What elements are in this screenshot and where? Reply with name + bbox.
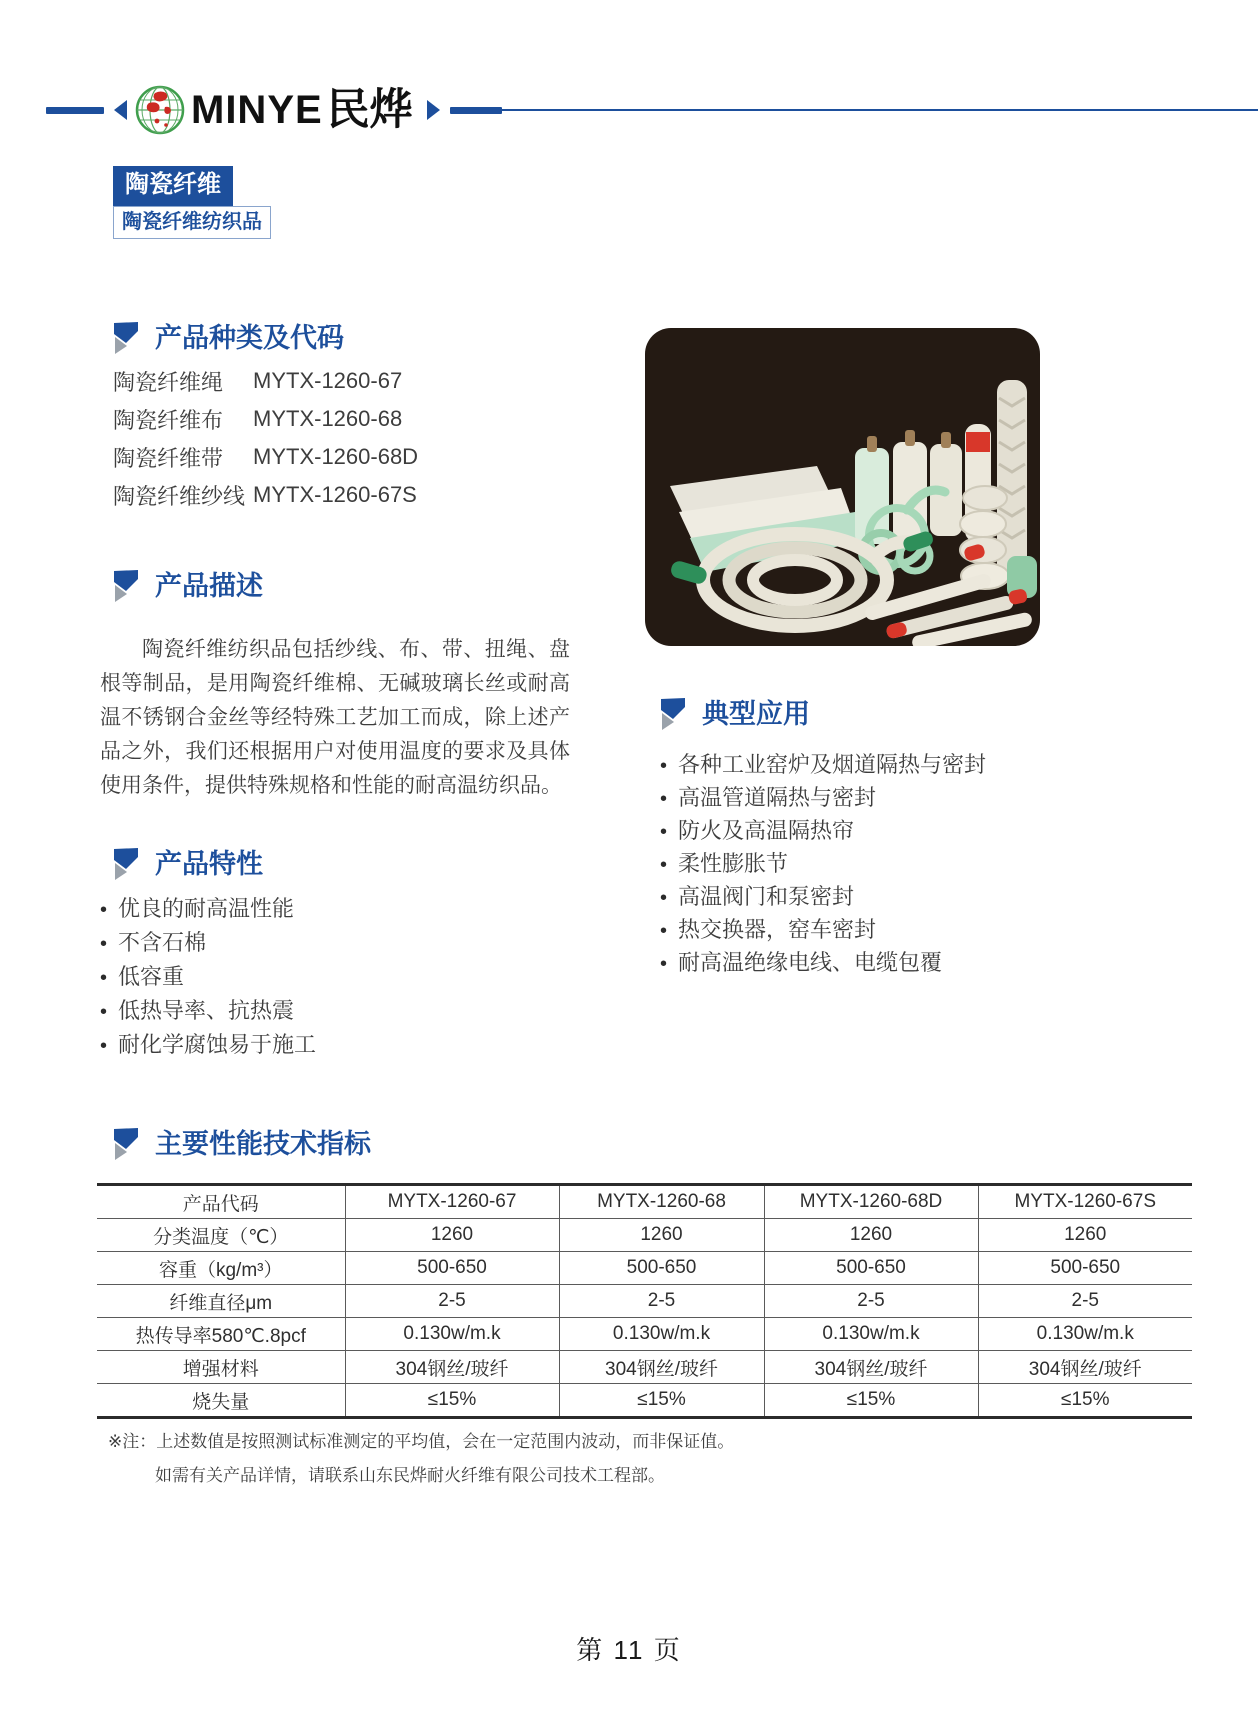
section-head-description [113,570,263,603]
brand-left-dash [46,107,104,114]
table-row [97,1384,1192,1418]
section-title-applications: 典型应用 [702,699,810,729]
table-cell: 500-650 [345,1252,559,1285]
table-header-cell: MYTX-1260-68D [764,1185,978,1219]
list-item [660,946,986,979]
section-flag-icon [113,1128,139,1161]
table-row [97,1252,1192,1285]
list-item [660,847,986,880]
table-header-cell: 产品代码 [97,1185,345,1219]
list-item [660,748,986,781]
brand-name-cjk: 民烨 [326,86,413,134]
table-cell: 0.130w/m.k [345,1318,559,1351]
table-cell: 增强材料 [97,1351,345,1384]
table-cell: 2-5 [559,1285,764,1318]
bullet-dot: • [660,887,668,909]
application-text: 防火及高温隔热帘 [678,818,855,843]
section-head-applications [660,698,810,731]
product-type-name: 陶瓷纤维带 [113,445,224,471]
table-cell: 500-650 [978,1252,1192,1285]
product-type-name: 陶瓷纤维绳 [113,369,224,395]
table-cell: 0.130w/m.k [978,1318,1192,1351]
table-cell: 1260 [559,1219,764,1252]
list-item [660,814,986,847]
header-rule-line [502,109,1258,111]
applications-list [660,748,986,979]
table-cell: 0.130w/m.k [559,1318,764,1351]
table-row [97,1219,1192,1252]
page-number: 第 11 页 [576,1635,682,1665]
feature-text: 低容重 [118,964,185,989]
specs-table [97,1183,1192,1419]
list-item [113,400,418,438]
table-cell: 304钢丝/玻纤 [559,1351,764,1384]
bullet-dot: • [660,854,668,876]
table-header-cell: MYTX-1260-67S [978,1185,1192,1219]
table-header-cell: MYTX-1260-67 [345,1185,559,1219]
features-list [100,892,316,1062]
feature-text: 低热导率、抗热震 [118,998,295,1023]
brand-name-latin: MINYE [191,88,323,132]
list-item [660,913,986,946]
section-title-features: 产品特性 [155,849,263,879]
table-cell: 0.130w/m.k [764,1318,978,1351]
application-text: 各种工业窑炉及烟道隔热与密封 [678,752,987,777]
section-head-features [113,848,263,881]
table-cell: ≤15% [559,1384,764,1418]
table-notes [108,1425,734,1493]
list-item [100,994,316,1028]
table-cell: 500-650 [764,1252,978,1285]
section-flag-icon [113,570,139,603]
list-item [113,438,418,476]
list-item [113,476,418,514]
product-type-code: MYTX-1260-67S [253,482,417,507]
list-item [100,1028,316,1062]
table-header-cell: MYTX-1260-68 [559,1185,764,1219]
list-item [113,362,418,400]
section-head-specs [113,1128,371,1161]
category-subtitle: 陶瓷纤维纺织品 [113,206,271,239]
bullet-dot: • [100,933,108,955]
bullet-dot: • [100,967,108,989]
table-cell: 2-5 [978,1285,1192,1318]
note-line: ※注：上述数值是按照测试标准测定的平均值，会在一定范围内波动，而非保证值。 [108,1432,735,1451]
application-text: 柔性膨胀节 [678,851,789,876]
section-title-description: 产品描述 [155,571,263,601]
table-cell: ≤15% [978,1384,1192,1418]
table-cell: 1260 [978,1219,1192,1252]
table-cell: 烧失量 [97,1384,345,1418]
application-text: 高温阀门和泵密封 [678,884,855,909]
bullet-dot: • [660,788,668,810]
product-type-code: MYTX-1260-67 [253,368,403,393]
globe-logo-icon [135,85,185,135]
list-item [100,926,316,960]
brand-right-dash [450,107,502,114]
table-cell: 304钢丝/玻纤 [345,1351,559,1384]
product-type-code: MYTX-1260-68 [253,406,403,431]
product-description-text: 陶瓷纤维纺织品包括纱线、布、带、扭绳、盘根等制品，是用陶瓷纤维棉、无碱玻璃长丝或耐高温不锈钢合金丝等经特殊工艺加工而成，除上述产品之外，我们还根据用户对使用温度的要求及具体使用条件，提供特殊规格和性能的耐高温纺织品。 [100,638,570,797]
table-cell: 热传导率580℃.8pcf [97,1318,345,1351]
left-arrow-icon [114,100,127,120]
feature-text: 不含石棉 [118,930,207,955]
feature-text: 优良的耐高温性能 [118,896,295,921]
bullet-dot: • [100,1001,108,1023]
table-cell: 1260 [345,1219,559,1252]
bullet-dot: • [660,821,668,843]
table-cell: 容重（kg/m³） [97,1252,345,1285]
product-photo [645,328,1040,646]
application-text: 热交换器，窑车密封 [678,917,877,942]
list-item [660,781,986,814]
table-cell: 304钢丝/玻纤 [978,1351,1192,1384]
table-cell: 1260 [764,1219,978,1252]
table-cell: 2-5 [764,1285,978,1318]
table-header-row [97,1185,1192,1219]
table-cell: ≤15% [764,1384,978,1418]
table-row [97,1351,1192,1384]
list-item [100,960,316,994]
section-flag-icon [113,848,139,881]
table-row [97,1285,1192,1318]
bullet-dot: • [660,920,668,942]
product-types-list [113,362,418,514]
list-item [660,880,986,913]
application-text: 耐高温绝缘电线、电缆包覆 [678,950,943,975]
table-row [97,1318,1192,1351]
section-flag-icon [113,322,139,355]
bullet-dot: • [660,755,668,777]
section-title-types: 产品种类及代码 [155,323,344,353]
table-cell: 分类温度（℃） [97,1219,345,1252]
table-cell: 304钢丝/玻纤 [764,1351,978,1384]
section-title-specs: 主要性能技术指标 [155,1129,371,1159]
category-badge: 陶瓷纤维 [113,166,233,206]
application-text: 高温管道隔热与密封 [678,785,877,810]
section-flag-icon [660,698,686,731]
note-line: 如需有关产品详情，请联系山东民烨耐火纤维有限公司技术工程部。 [155,1466,665,1485]
table-cell: 2-5 [345,1285,559,1318]
product-type-name: 陶瓷纤维布 [113,407,224,433]
bullet-dot: • [100,899,108,921]
right-arrow-icon [427,100,440,120]
product-type-code: MYTX-1260-68D [253,444,419,469]
brand-header [46,84,1258,136]
bullet-dot: • [100,1035,108,1057]
feature-text: 耐化学腐蚀易于施工 [118,1032,317,1057]
product-type-name: 陶瓷纤维纱线 [113,483,246,509]
table-cell: 500-650 [559,1252,764,1285]
table-cell: 纤维直径μm [97,1285,345,1318]
section-head-types [113,322,344,355]
list-item [100,892,316,926]
table-cell: ≤15% [345,1384,559,1418]
bullet-dot: • [660,953,668,975]
